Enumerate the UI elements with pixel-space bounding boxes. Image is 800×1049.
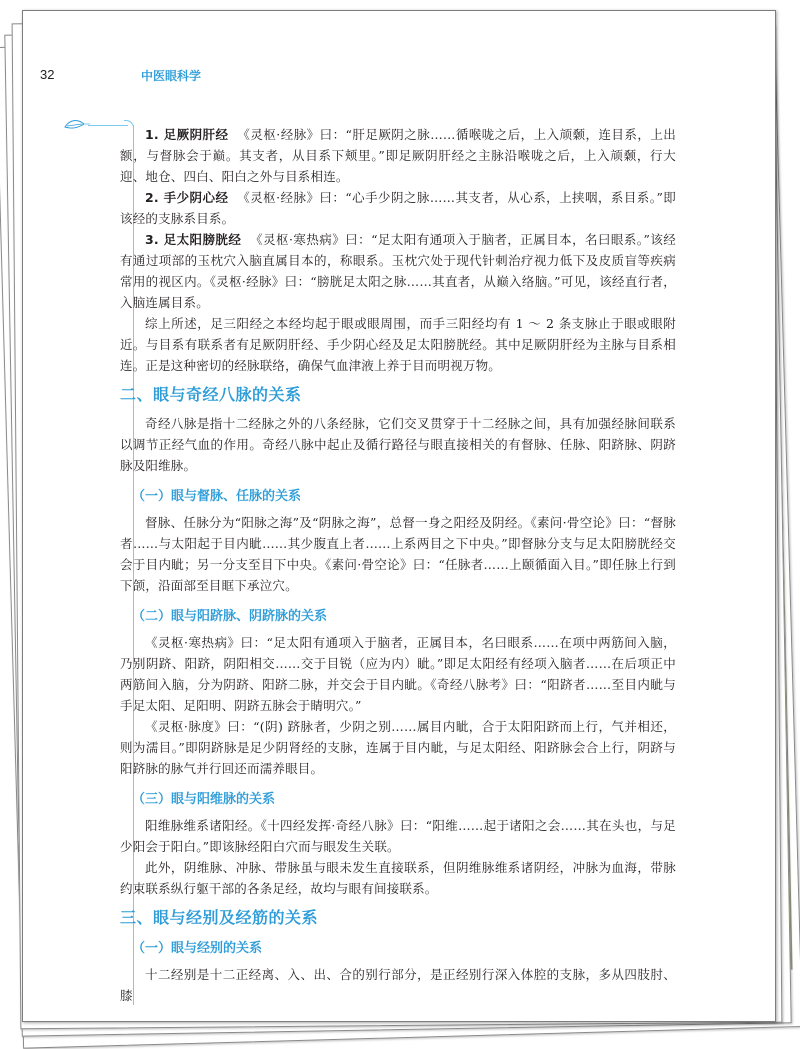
paragraph-liver-meridian — [120, 124, 676, 187]
page-number: 32 — [40, 67, 55, 82]
paragraph-extra-meridians-intro: 奇经八脉是指十二经脉之外的八条经脉，它们交叉贯穿于十二经脉之间，具有加强经脉间联系以调节正经气血的作用。奇经八脉中起止及循行路径与眼直接相关的有督脉、任脉、阳跻脉、阴跻脉及阳维脉。 — [120, 416, 676, 473]
section-heading-extra-meridians: 二、眼与奇经八脉的关系 — [120, 385, 302, 404]
paragraph-heart-meridian — [120, 187, 676, 229]
paragraph-divergent: 十二经别是十二正经离、入、出、合的别行部分，是正经别行深入体腔的支脉，多从四肢肘、膝 — [120, 967, 676, 1003]
subheading-qiao: （二）眼与阳跻脉、阴跻脉的关系 — [132, 609, 328, 624]
paragraph-bladder-meridian — [120, 229, 676, 313]
paragraph-yangwei-2: 此外，阴维脉、冲脉、带脉虽与眼未发生直接联系，但阴维脉维系诸阴经，冲脉为血海，带脉约束联系纵行躯干部的各条足经，故均与眼有间接联系。 — [120, 860, 676, 896]
text-liver-meridian: 《灵枢·经脉》曰：“肝足厥阴之脉……循喉咙之后，上入颃颡，连目系，上出额，与督脉会于巅。其支者，从目系下颊里。”即足厥阴肝经之主脉沿喉咙之后，上入颃颡，行大迎、地仓、四白、阳白之外与目系相连。 — [120, 127, 676, 184]
section-heading-divergent-meridians: 三、眼与经别及经筋的关系 — [120, 908, 319, 927]
subheading-du-ren: （一）眼与督脉、任脉的关系 — [132, 489, 302, 504]
leaf-ornament-icon — [64, 117, 90, 131]
paragraph-yangwei-1: 阳维脉维系诸阳经。《十四经发挥·奇经八脉》曰：“阳维……起于诸阳之会……其在头也，与足少阳会于阳白。”即该脉经阳白穴而与眼发生关联。 — [120, 818, 676, 854]
paragraph-summary: 综上所述，足三阳经之本经均起于眼或眼周围，而手三阳经均有 1 ～ 2 条支脉止于眼或眼附近。与目系有联系者有足厥阴肝经、手少阴心经及足太阳膀胱经。其中足厥阴肝经为主脉与目系相连。正是这种密切的经脉联络，确保气血津液上养于目而明视万物。 — [120, 316, 676, 373]
heading-liver-meridian: 1. 足厥阴肝经 — [145, 127, 229, 142]
text-bladder-meridian: 《灵枢·寒热病》曰：“足太阳有通项入于脑者，正属目本，名曰眼系。”该经有通过项部的玉枕穴入脑直属目本的，称眼系。玉枕穴处于现代针刺治疗视力低下及皮质盲等疾病常用的视区内。《灵枢·经脉》曰：“膀胱足太阳之脉……其直者，从巅入络脑。”可见，该经直行者，入脑连属目系。 — [120, 232, 676, 310]
subheading-divergent: （一）眼与经别的关系 — [132, 941, 263, 956]
heading-bladder-meridian: 3. 足太阳膀胱经 — [145, 232, 242, 247]
page-body — [120, 124, 676, 1006]
heading-heart-meridian: 2. 手少阴心经 — [145, 190, 229, 205]
book-title: 中医眼科学 — [141, 69, 202, 83]
paragraph-qiao-1: 《灵枢·寒热病》曰：“足太阳有通项入于脑者，正属目本，名曰眼系……在项中两筋间入脑，乃别阴跻、阳跻，阴阳相交……交于目锐（应为内）眦。”即足太阳经有经项入脑者……在后项正中两筋间入脑，分为阴跻、阳跻二脉，并交会于目内眦。《奇经八脉考》曰：“阳跻者……至目内眦与手足太阳、足阳明、阴跻五脉会于睛明穴。” — [120, 635, 676, 713]
text-heart-meridian: 《灵枢·经脉》曰：“心手少阴之脉……其支者，从心系，上挟咽，系目系。”即该经的支脉系目系。 — [120, 190, 676, 226]
paragraph-du-ren: 督脉、任脉分为“阳脉之海”及“阴脉之海”，总督一身之阳经及阴经。《素问·骨空论》曰：“督脉者……与太阳起于目内眦……其少腹直上者……上系两目之下中央。”即督脉分支与足太阳膀胱经交会于目内眦；另一分支至目下中央。《素问·骨空论》曰：“任脉者……上颐循面入目。”即任脉上行到下颌，沿面部至目眶下承泣穴。 — [120, 515, 676, 593]
paragraph-qiao-2: 《灵枢·脉度》曰：“(阴) 跻脉者，少阴之别……属目内眦，合于太阳阳跻而上行，气并相还，则为濡目。”即阴跻脉是足少阴肾经的支脉，连属于目内眦，与足太阳经、阳跻脉会合上行，阴跻与阳跻脉的脉气并行回还而濡养眼目。 — [120, 719, 676, 776]
subheading-yangwei: （三）眼与阳维脉的关系 — [132, 792, 276, 807]
